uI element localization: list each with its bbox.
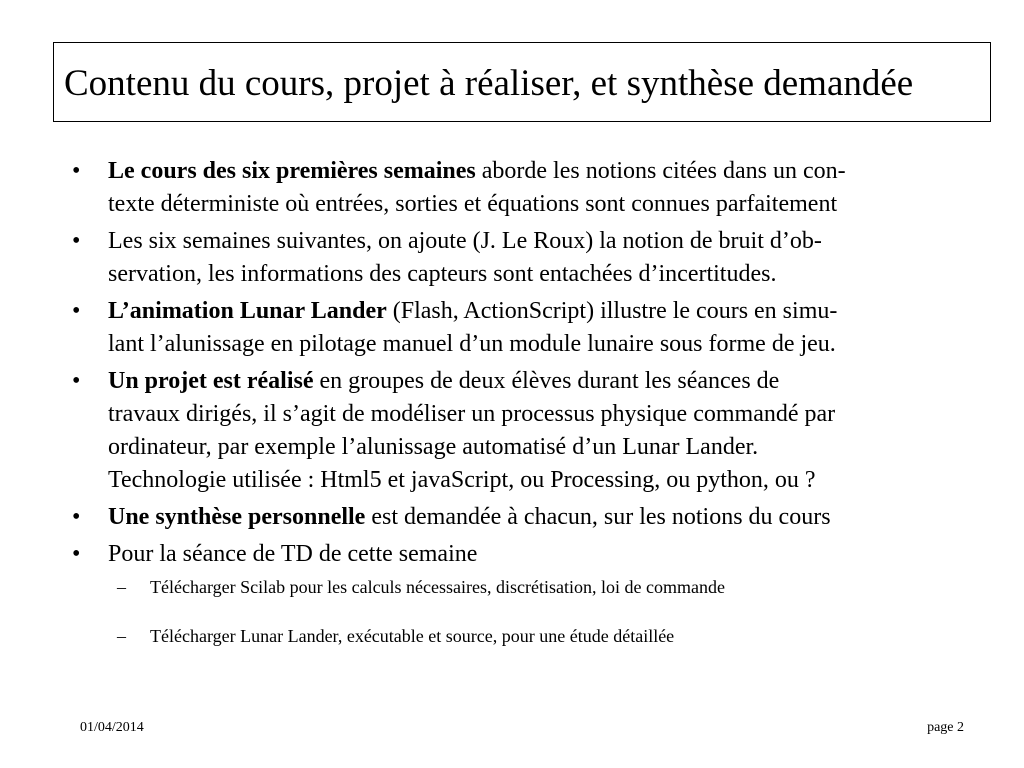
- dash-icon: –: [117, 577, 126, 597]
- footer-date: 01/04/2014: [80, 720, 144, 735]
- bullet-text: ordinateur, par exemple l’alunissage automatisé d’un Lunar Lander.: [108, 434, 759, 460]
- bullet-text: servation, les informations des capteurs sont entachées d’incertitudes.: [108, 261, 777, 287]
- bullet-dot-icon: •: [72, 158, 81, 184]
- slide-title: Contenu du cours, projet à réaliser, et synthèse demandée: [64, 62, 914, 104]
- bullet-text: lant l’alunissage en pilotage manuel d’un module lunaire sous forme de jeu.: [108, 331, 836, 357]
- bullet-text: aborde les notions citées dans un con-: [475, 158, 846, 184]
- bullet-bold-text: L’animation Lunar Lander: [108, 298, 387, 324]
- bullet-bold-text: Un projet est réalisé: [108, 368, 314, 394]
- sub-bullet-item-lunar-lander: [68, 624, 988, 648]
- bullet-text: (Flash, ActionScript) illustre le cours en simu-: [386, 298, 838, 324]
- bullet-dot-icon: •: [72, 368, 81, 394]
- sub-bullet-list: [68, 575, 988, 648]
- bullet-item-lunar-lander-animation: [68, 295, 988, 361]
- bullet-text: est demandée à chacun, sur les notions du cours: [365, 504, 831, 530]
- bullet-item-course-six-weeks: [68, 155, 988, 221]
- bullet-text: en groupes de deux élèves durant les séances de: [313, 368, 780, 394]
- bullet-text: Les six semaines suivantes, on ajoute (J. Le Roux) la notion de bruit d’ob-: [108, 228, 822, 254]
- bullet-bold-text: Le cours des six premières semaines: [108, 158, 476, 184]
- bullet-dot-icon: •: [72, 298, 81, 324]
- bullet-list: [68, 155, 988, 648]
- bullet-text: texte déterministe où entrées, sorties et équations sont connues parfaitement: [108, 191, 838, 217]
- dash-icon: –: [117, 626, 126, 646]
- bullet-dot-icon: •: [72, 504, 81, 530]
- bullet-item-next-six-weeks: [68, 225, 988, 291]
- bullet-bold-text: Une synthèse personnelle: [108, 504, 366, 530]
- bullet-item-td-session: [68, 538, 988, 571]
- bullet-text: Technologie utilisée : Html5 et javaScript, ou Processing, ou python, ou ?: [108, 467, 816, 493]
- sub-bullet-text: Télécharger Lunar Lander, exécutable et source, pour une étude détaillée: [150, 626, 675, 646]
- slide-title-box: [53, 42, 991, 122]
- bullet-dot-icon: •: [72, 541, 81, 567]
- bullet-text: Pour la séance de TD de cette semaine: [108, 541, 478, 567]
- bullet-item-personal-synthesis: [68, 501, 988, 534]
- sub-bullet-text: Télécharger Scilab pour les calculs nécessaires, discrétisation, loi de commande: [150, 577, 725, 597]
- bullet-dot-icon: •: [72, 228, 81, 254]
- footer-page-number: page 2: [927, 720, 964, 735]
- sub-bullet-item-scilab: [68, 575, 988, 599]
- bullet-item-project: [68, 365, 988, 497]
- bullet-text: travaux dirigés, il s’agit de modéliser un processus physique commandé par: [108, 401, 836, 427]
